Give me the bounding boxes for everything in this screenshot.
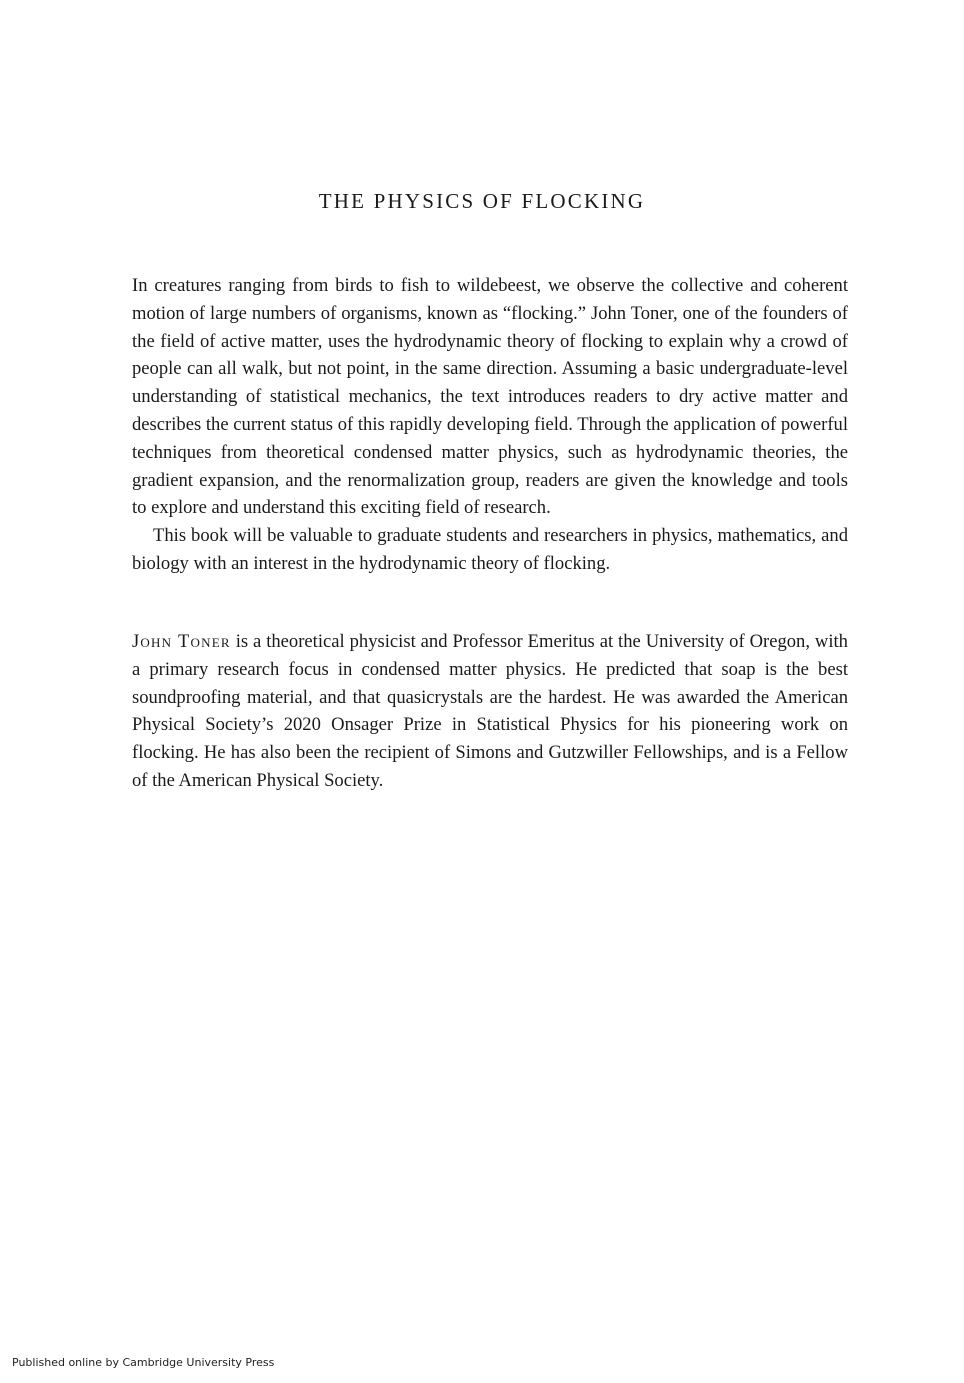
author-name: John Toner — [132, 631, 231, 652]
book-description — [132, 272, 848, 578]
description-paragraph-2: This book will be valuable to graduate students and researchers in physics, mathematics, and biology with an interest in the hydrodynamic theory of flocking. — [132, 525, 848, 574]
author-bio — [132, 628, 848, 795]
description-paragraph-1: In creatures ranging from birds to fish to wildebeest, we observe the collective and coherent motion of large numbers of organisms, known as “flocking.” John Toner, one of the founders of the field of active matter, uses the hydrodynamic theory of flocking to explain why a crowd of people can all walk, but not point, in the same direction. Assuming a basic undergraduate-level understanding of statistical mechanics, the text introduces readers to dry active matter and describes the current status of this rapidly developing field. Through the application of powerful techniques from theoretical condensed matter physics, such as hydrodynamic theories, the gradient expansion, and the renormalization group, readers are given the knowledge and tools to explore and understand this exciting field of research. — [132, 275, 848, 519]
author-bio-paragraph — [132, 628, 848, 795]
page-title: THE PHYSICS OF FLOCKING — [318, 189, 646, 213]
published-online-note: Published online by Cambridge University Press — [12, 1356, 275, 1369]
author-bio-text: is a theoretical physicist and Professor Emeritus at the University of Oregon, with a primary research focus in condensed matter physics. He predicted that soap is the best soundproofing material, and that quasicrystals are the hardest. He was awarded the American Physical Society’s 2020 Onsager Prize in Statistical Physics for his pioneering work on flocking. He has also been the recipient of Simons and Gutzwiller Fellowships, and is a Fellow of the American Physical Society. — [132, 631, 848, 791]
